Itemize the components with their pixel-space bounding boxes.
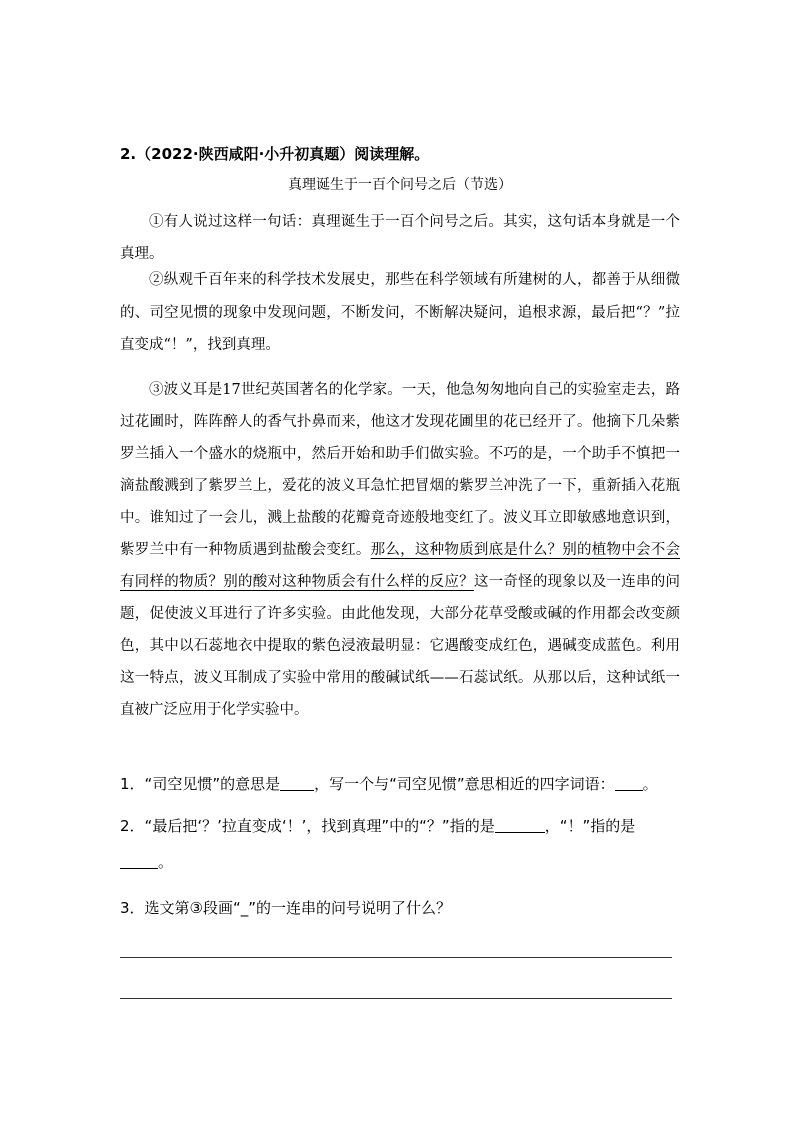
question-1 bbox=[120, 766, 680, 802]
question-3: 3．选文第③段画“_”的一连串的问号说明了什么？ bbox=[120, 899, 452, 917]
answer-blank-4[interactable] bbox=[120, 853, 158, 869]
answer-blank-2[interactable] bbox=[615, 775, 643, 791]
question-1-text-c: 。 bbox=[642, 775, 658, 793]
question-1-text-b: ，写一个与“司空见惯”意思相近的四字词语： bbox=[314, 775, 615, 793]
question-2-line-1 bbox=[120, 808, 680, 844]
question-2-text-b: ，“！”指的是 bbox=[544, 817, 636, 835]
question-2-text-c: 。 bbox=[158, 853, 174, 871]
paragraph-3-text-b: 这一奇怪的现象以及一连串的问题，促使波义耳进行了许多实验。由此他发现，大部分花草受酸或碱的作用都会改变颜色，其中以石蕊地衣中提取的紫色浸液最明显：它遇酸变成红色，遇碱变成蓝色。利用这一特点，波义耳制成了实验中常用的酸碱试纸——石蕊试纸。从那以后，这种试纸一直被广泛应用于化学实验中。 bbox=[120, 574, 681, 718]
question-2-line-2 bbox=[120, 844, 680, 880]
paragraph-3-text-a: ③波义耳是17世纪英国著名的化学家。一天，他急匆匆地向自己的实验室走去，路过花圃时，阵阵醉人的香气扑鼻而来，他这才发现花圃里的花已经开了。他摘下几朵紫罗兰插入一个盛水的烧瓶中，然后开始和助手们做实验。不巧的是，一个助手不慎把一滴盐酸溅到了紫罗兰上，爱花的波义耳急忙把冒烟的紫罗兰冲洗了一下，重新插入花瓶中。谁知过了一会儿，溅上盐酸的花瓣竟奇迹般地变红了。波义耳立即敏感地意识到，紫罗兰中有一种物质遇到盐酸会变红。 bbox=[120, 382, 680, 558]
question-2-text-a: 2．“最后把‘？’拉直变成‘！’，找到真理”中的“？”指的是 bbox=[120, 817, 495, 835]
answer-blank-3[interactable] bbox=[495, 817, 545, 833]
paragraph-1: ①有人说过这样一句话：真理诞生于一百个问号之后。其实，这句话本身就是一个真理。 bbox=[120, 214, 680, 262]
answer-line-2[interactable] bbox=[120, 998, 672, 999]
question-2 bbox=[120, 808, 680, 880]
answer-line-1[interactable] bbox=[120, 957, 672, 958]
question-1-text-a: 1．“司空见惯”的意思是 bbox=[120, 775, 281, 793]
paragraph-3 bbox=[120, 374, 680, 726]
paragraph-2: ②纵观千百年来的科学技术发展史，那些在科学领域有所建树的人，都善于从细微的、司空见惯的现象中发现问题，不断发问，不断解决疑问，追根求源，最后把“？”拉直变成“！”，找到真理。 bbox=[120, 272, 680, 353]
underlined-questions: 那么，这种物质到底是什么？别的植物中会不会有同样的物质？别的酸对这种物质会有什么样的反应？ bbox=[120, 542, 681, 590]
answer-blank-1[interactable] bbox=[280, 775, 314, 791]
article-title: 真理诞生于一百个问号之后（节选） bbox=[288, 177, 512, 193]
question-heading: 2.（2022·陕西咸阳·小升初真题）阅读理解。 bbox=[120, 145, 430, 163]
